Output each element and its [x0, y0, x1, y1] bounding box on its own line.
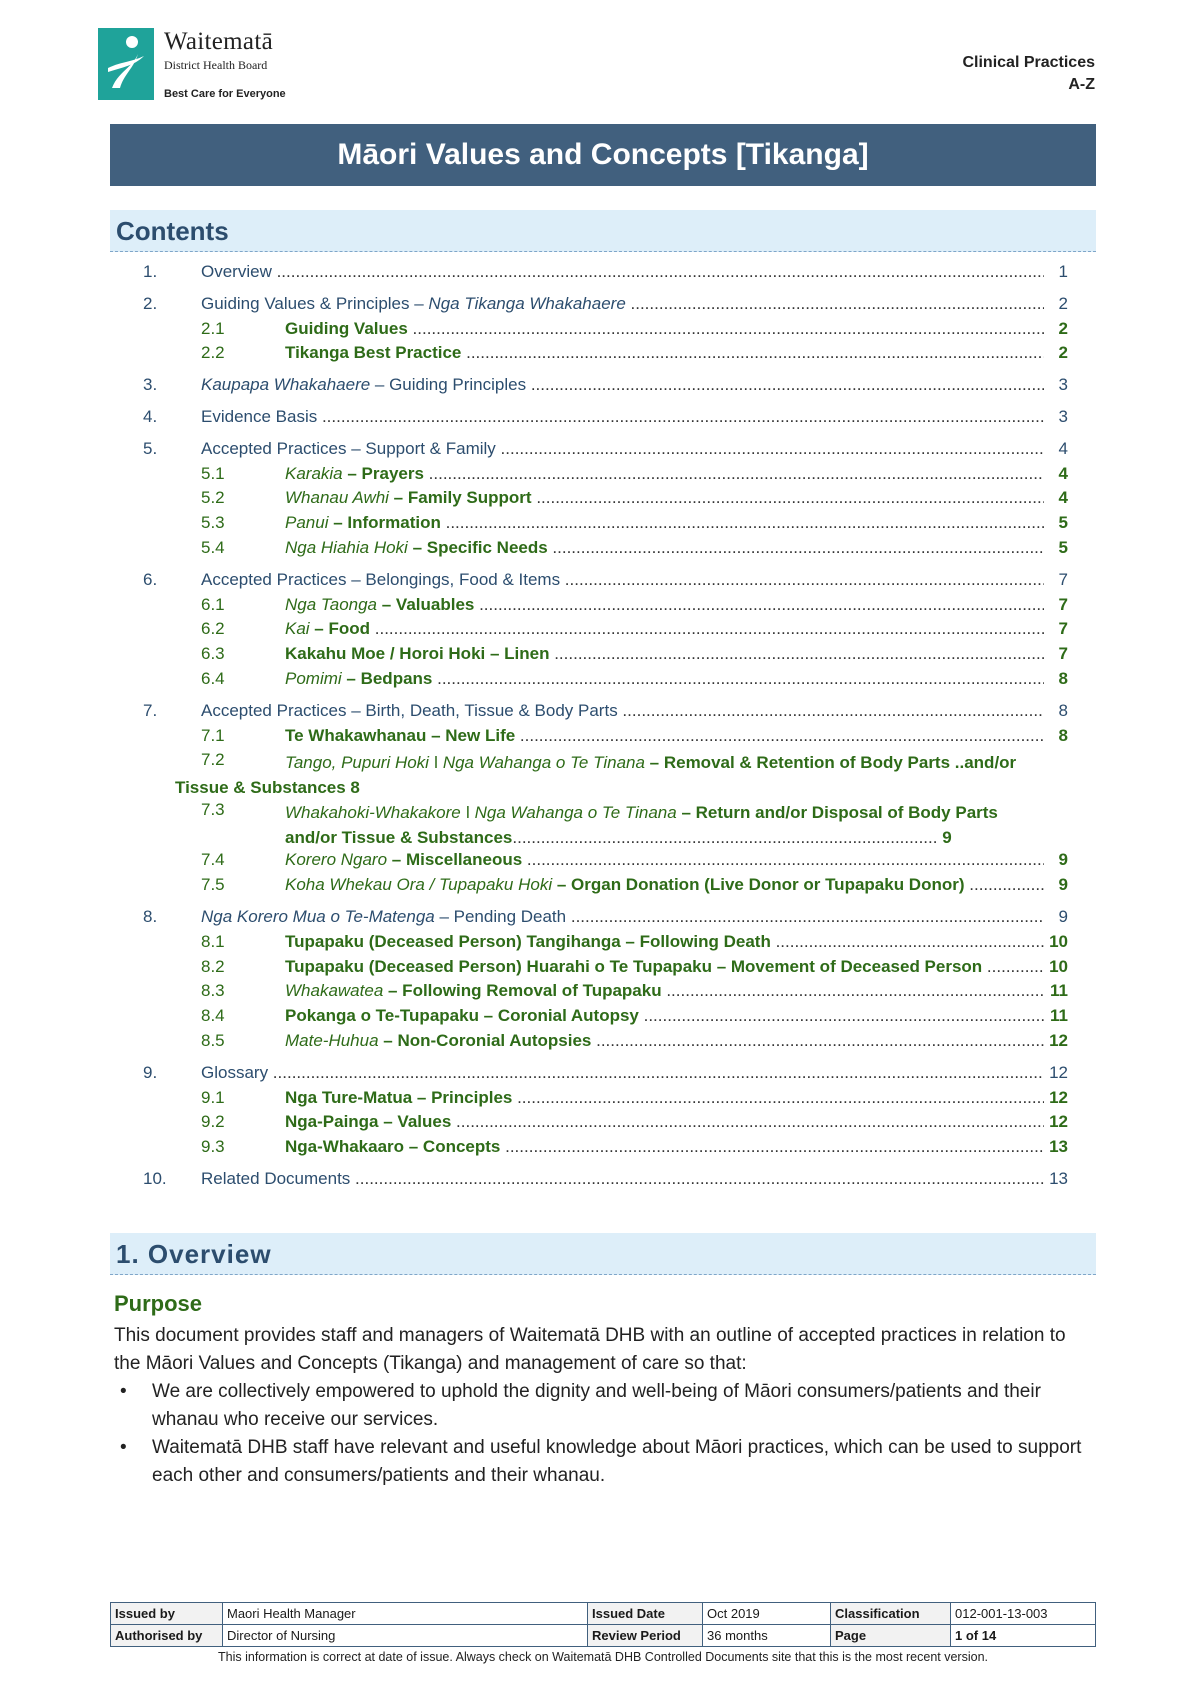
toc-number: 2.1: [201, 318, 225, 338]
toc-number: 10.: [143, 1168, 167, 1188]
toc-title: Pokanga o Te-Tupapaku – Coronial Autopsy .....: [285, 1006, 1044, 1026]
toc-subentry[interactable]: [110, 319, 1068, 344]
list-item: • We are collectively empowered to uphold the dignity and well-being of Māori consumers/patients and their whanau who receive our services.: [114, 1378, 1094, 1434]
toc-page: 3: [1058, 375, 1068, 395]
toc-subentry[interactable]: [110, 644, 1068, 669]
toc-subentry[interactable]: [110, 800, 1068, 850]
toc-title: Kakahu Moe / Horoi Hoki – Linen .....: [285, 644, 1044, 664]
toc-page: 7: [1058, 594, 1068, 614]
toc-subentry[interactable]: [110, 538, 1068, 563]
toc-number: 8.: [143, 906, 158, 926]
toc-number: 9.1: [201, 1087, 225, 1107]
toc-entry[interactable]: [110, 701, 1068, 726]
toc-page: 7: [1058, 644, 1068, 664]
toc-entry[interactable]: [110, 1169, 1068, 1194]
toc-title: Overview .....: [201, 262, 1044, 282]
toc-entry[interactable]: [110, 1063, 1068, 1088]
document-control-table: [110, 1602, 1096, 1647]
toc-page: 12: [1049, 1087, 1068, 1107]
toc-subentry[interactable]: [110, 513, 1068, 538]
toc-title: Evidence Basis .....: [201, 407, 1044, 427]
toc-number: 7.: [143, 700, 158, 720]
toc-title: Guiding Values & Principles – Nga Tikanga Whakahaere .....: [201, 294, 1044, 314]
table-row: [111, 1625, 1096, 1647]
toc-entry[interactable]: [110, 375, 1068, 400]
toc-wrapped-tail: Tissue & Substances 8: [175, 778, 360, 798]
toc-title: Tikanga Best Practice .....: [285, 343, 1044, 363]
toc-subentry[interactable]: [110, 464, 1068, 489]
toc-page: 11: [1050, 981, 1068, 1001]
toc-page: 10: [1049, 956, 1068, 976]
classification-value: 012-001-13-003: [951, 1603, 1096, 1625]
page-value: 1 of 14: [951, 1625, 1096, 1647]
toc-entry[interactable]: [110, 570, 1068, 595]
toc-title: Whanau Awhi – Family Support .....: [285, 488, 1044, 508]
toc-page: 8: [1058, 700, 1068, 720]
toc-number: 7.2: [201, 750, 225, 770]
issued-date-value: Oct 2019: [703, 1603, 831, 1625]
toc-title: Kaupapa Whakahaere – Guiding Principles .....: [201, 375, 1044, 395]
toc-number: 3.: [143, 375, 158, 395]
toc-title: Nga-Whakaaro – Concepts .....: [285, 1137, 1044, 1157]
toc-subentry[interactable]: [110, 1088, 1068, 1113]
toc-number: 8.4: [201, 1006, 225, 1026]
issued-by-value: Maori Health Manager: [223, 1603, 588, 1625]
toc-page: 7: [1058, 569, 1068, 589]
toc-page: 2: [1058, 318, 1068, 338]
toc-number: 2.2: [201, 343, 225, 363]
toc-title: Tupapaku (Deceased Person) Huarahi o Te Tupapaku – Movement of Deceased Person .....: [285, 957, 1044, 977]
toc-page: 4: [1058, 488, 1068, 508]
toc-page: 12: [1049, 1062, 1068, 1082]
authorised-by-value: Director of Nursing: [223, 1625, 588, 1647]
toc-entry[interactable]: [110, 262, 1068, 287]
toc-subentry[interactable]: [110, 595, 1068, 620]
issued-by-label: Issued by: [111, 1603, 223, 1625]
toc-number: 8.5: [201, 1030, 225, 1050]
toc-number: 5.: [143, 438, 158, 458]
toc-subentry[interactable]: [110, 850, 1068, 875]
toc-number: 6.1: [201, 594, 225, 614]
purpose-list: [114, 1378, 1094, 1490]
toc-title: Mate-Huhua – Non-Coronial Autopsies .....: [285, 1031, 1044, 1051]
document-title: Māori Values and Concepts [Tikanga]: [110, 124, 1096, 186]
authorised-by-label: Authorised by: [111, 1625, 223, 1647]
toc-title: Accepted Practices – Belongings, Food & Items .....: [201, 570, 1044, 590]
toc-title: Korero Ngaro – Miscellaneous .....: [285, 850, 1044, 870]
toc-title: Guiding Values .....: [285, 319, 1044, 339]
toc-number: 9.: [143, 1062, 158, 1082]
figure-logo-icon: [98, 28, 154, 100]
toc-entry[interactable]: [110, 907, 1068, 932]
toc-title: Nga Ture-Matua – Principles .....: [285, 1088, 1044, 1108]
toc-page: 12: [1049, 1112, 1068, 1132]
toc-number: 5.4: [201, 537, 225, 557]
toc-title: Koha Whekau Ora / Tupapaku Hoki – Organ Donation (Live Donor or Tupapaku Donor) .....: [285, 875, 1044, 895]
table-row: [111, 1603, 1096, 1625]
toc-subentry[interactable]: [110, 981, 1068, 1006]
toc-page: 8: [1058, 668, 1068, 688]
organisation-logo: [98, 28, 298, 104]
toc-number: 4.: [143, 406, 158, 426]
logo-subtitle: District Health Board: [164, 58, 268, 72]
toc-subentry[interactable]: [110, 1137, 1068, 1162]
toc-subentry[interactable]: [110, 726, 1068, 751]
toc-title: Pomimi – Bedpans .....: [285, 669, 1044, 689]
contents-heading: [110, 210, 1096, 252]
toc-number: 7.4: [201, 850, 225, 870]
toc-number: 9.3: [201, 1137, 225, 1157]
toc-title: Tango, Pupuri Hoki ǀ Nga Wahanga o Te Tinana – Removal & Retention of Body Parts ..and/or Tissue & Substances 8: [175, 753, 1017, 798]
toc-title: Whakawatea – Following Removal of Tupapaku .....: [285, 981, 1044, 1001]
toc-number: 6.3: [201, 644, 225, 664]
overview-heading: [110, 1233, 1096, 1275]
review-period-label: Review Period: [588, 1625, 703, 1647]
toc-entry[interactable]: [110, 294, 1068, 319]
toc-number: 7.5: [201, 875, 225, 895]
toc-subentry[interactable]: [110, 750, 1068, 800]
toc-page: 9: [1058, 875, 1068, 895]
toc-title: Nga-Painga – Values .....: [285, 1112, 1044, 1132]
toc-title: Te Whakawhanau – New Life .....: [285, 726, 1044, 746]
toc-entry[interactable]: [110, 407, 1068, 432]
classification-label: Classification: [831, 1603, 951, 1625]
toc-page: 4: [1058, 438, 1068, 458]
toc-page: 13: [1049, 1168, 1068, 1188]
toc-page: 9: [1058, 850, 1068, 870]
toc-title: Tupapaku (Deceased Person) Tangihanga – Following Death .....: [285, 932, 1044, 952]
list-item: • Waitematā DHB staff have relevant and useful knowledge about Māori practices, which can be used to support each other and consumers/patients and their whanau.: [114, 1434, 1094, 1490]
toc-subentry[interactable]: [110, 488, 1068, 513]
toc-title: Whakahoki-Whakakore ǀ Nga Wahanga o Te Tinana – Return and/or Disposal of Body Parts and/or Tissue & Substances.......................................................................................... 9: [285, 803, 998, 848]
toc-number: 2.: [143, 293, 158, 313]
toc-page: 9: [1058, 906, 1068, 926]
toc-page: 5: [1058, 513, 1068, 533]
toc-title: Glossary .....: [201, 1063, 1044, 1083]
toc-title: Nga Korero Mua o Te-Matenga – Pending Death .....: [201, 907, 1044, 927]
overview-heading-text: 1. Overview: [116, 1239, 272, 1269]
logo-name: Waitematā: [164, 28, 273, 55]
page-label: Page: [831, 1625, 951, 1647]
toc-number: 8.1: [201, 931, 225, 951]
toc-page: 13: [1049, 1137, 1068, 1157]
toc-page: 1: [1058, 262, 1068, 281]
table-of-contents: [110, 262, 1068, 1194]
toc-subentry[interactable]: [110, 875, 1068, 900]
contents-heading-text: Contents: [116, 216, 229, 246]
toc-number: 8.3: [201, 981, 225, 1001]
toc-number: 7.3: [201, 800, 225, 820]
toc-page: 10: [1049, 931, 1068, 951]
toc-number: 5.1: [201, 463, 225, 483]
toc-page: 12: [1049, 1030, 1068, 1050]
toc-title: Related Documents .....: [201, 1169, 1044, 1189]
toc-subentry[interactable]: [110, 669, 1068, 694]
toc-title: Nga Taonga – Valuables .....: [285, 595, 1044, 615]
toc-number: 9.2: [201, 1112, 225, 1132]
document-category: [962, 52, 1095, 96]
category-label: Clinical Practices: [962, 54, 1095, 71]
footer-disclaimer: This information is correct at date of issue. Always check on Waitematā DHB Controlled Documents site that this is the most recent version.: [218, 1650, 988, 1664]
toc-page: 3: [1058, 406, 1068, 426]
toc-subentry[interactable]: [110, 1112, 1068, 1137]
toc-page: 5: [1058, 537, 1068, 557]
category-sublabel: A-Z: [1068, 76, 1095, 93]
toc-page: 11: [1050, 1006, 1068, 1026]
toc-number: 6.: [143, 569, 158, 589]
toc-title: Panui – Information .....: [285, 513, 1044, 533]
toc-title: Accepted Practices – Support & Family .....: [201, 439, 1044, 459]
toc-number: 7.1: [201, 725, 225, 745]
logo-tagline: Best Care for Everyone: [164, 88, 286, 100]
toc-subentry[interactable]: [110, 957, 1068, 982]
toc-number: 5.2: [201, 488, 225, 508]
issued-date-label: Issued Date: [588, 1603, 703, 1625]
toc-number: 1.: [143, 262, 158, 281]
purpose-heading: Purpose: [114, 1291, 203, 1316]
toc-subentry[interactable]: [110, 1031, 1068, 1056]
toc-title: Accepted Practices – Birth, Death, Tissue & Body Parts .....: [201, 701, 1044, 721]
toc-subentry[interactable]: [110, 619, 1068, 644]
toc-number: 8.2: [201, 956, 225, 976]
toc-entry[interactable]: [110, 439, 1068, 464]
toc-subentry[interactable]: [110, 343, 1068, 368]
toc-subentry[interactable]: [110, 932, 1068, 957]
toc-page: 8: [1058, 725, 1068, 745]
toc-number: 6.2: [201, 619, 225, 639]
overview-body: [114, 1290, 1094, 1490]
toc-page: 4: [1058, 463, 1068, 483]
toc-number: 5.3: [201, 513, 225, 533]
review-period-value: 36 months: [703, 1625, 831, 1647]
toc-title: Karakia – Prayers .....: [285, 464, 1044, 484]
toc-number: 6.4: [201, 668, 225, 688]
toc-title: Kai – Food .....: [285, 619, 1044, 639]
toc-subentry[interactable]: [110, 1006, 1068, 1031]
toc-page: 7: [1058, 619, 1068, 639]
toc-title: Nga Hiahia Hoki – Specific Needs .....: [285, 538, 1044, 558]
purpose-paragraph: This document provides staff and managers of Waitematā DHB with an outline of accepted practices in relation to the Māori Values and Concepts (Tikanga) and management of care so that:: [114, 1325, 1066, 1374]
toc-page: 2: [1058, 293, 1068, 313]
toc-page: 2: [1058, 343, 1068, 363]
